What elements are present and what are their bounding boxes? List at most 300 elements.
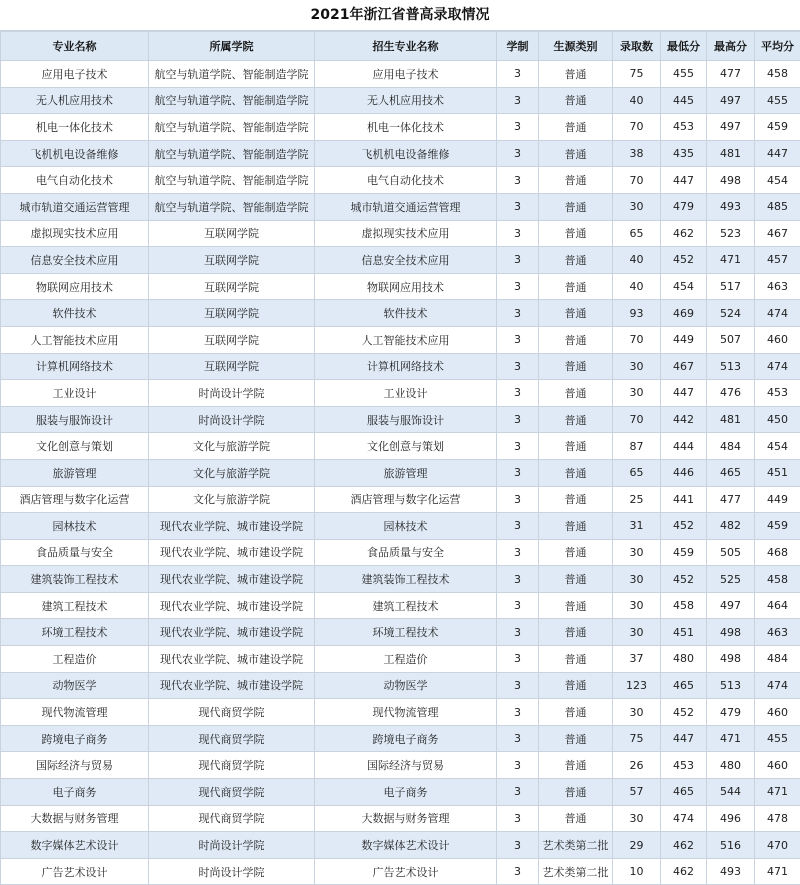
cell-min-score: 447 bbox=[661, 725, 707, 752]
cell-admit-count: 30 bbox=[613, 699, 661, 726]
cell-max-score: 513 bbox=[707, 672, 755, 699]
cell-source-type: 普通 bbox=[539, 725, 613, 752]
cell-enroll-major: 文化创意与策划 bbox=[315, 433, 497, 460]
header-source-type: 生源类别 bbox=[539, 32, 613, 61]
cell-major-name: 信息安全技术应用 bbox=[1, 247, 149, 274]
cell-avg-score: 463 bbox=[755, 273, 800, 300]
cell-source-type: 普通 bbox=[539, 220, 613, 247]
cell-major-name: 大数据与财务管理 bbox=[1, 805, 149, 832]
cell-avg-score: 455 bbox=[755, 725, 800, 752]
cell-max-score: 476 bbox=[707, 380, 755, 407]
cell-duration: 3 bbox=[497, 61, 539, 88]
cell-college: 文化与旅游学院 bbox=[149, 459, 315, 486]
cell-duration: 3 bbox=[497, 832, 539, 859]
cell-enroll-major: 电子商务 bbox=[315, 779, 497, 806]
table-row bbox=[1, 300, 800, 327]
cell-max-score: 465 bbox=[707, 459, 755, 486]
cell-duration: 3 bbox=[497, 353, 539, 380]
cell-enroll-major: 食品质量与安全 bbox=[315, 539, 497, 566]
table-row bbox=[1, 193, 800, 220]
cell-major-name: 机电一体化技术 bbox=[1, 114, 149, 141]
cell-avg-score: 460 bbox=[755, 752, 800, 779]
cell-major-name: 环境工程技术 bbox=[1, 619, 149, 646]
cell-source-type: 普通 bbox=[539, 566, 613, 593]
cell-college: 现代商贸学院 bbox=[149, 752, 315, 779]
cell-avg-score: 474 bbox=[755, 300, 800, 327]
cell-admit-count: 57 bbox=[613, 779, 661, 806]
cell-college: 现代商贸学院 bbox=[149, 779, 315, 806]
cell-min-score: 452 bbox=[661, 513, 707, 540]
cell-duration: 3 bbox=[497, 167, 539, 194]
cell-avg-score: 474 bbox=[755, 672, 800, 699]
cell-major-name: 工程造价 bbox=[1, 646, 149, 673]
cell-college: 现代农业学院、城市建设学院 bbox=[149, 646, 315, 673]
cell-duration: 3 bbox=[497, 725, 539, 752]
cell-source-type: 普通 bbox=[539, 486, 613, 513]
cell-major-name: 现代物流管理 bbox=[1, 699, 149, 726]
cell-duration: 3 bbox=[497, 566, 539, 593]
table-row bbox=[1, 513, 800, 540]
cell-college: 现代农业学院、城市建设学院 bbox=[149, 566, 315, 593]
cell-admit-count: 75 bbox=[613, 725, 661, 752]
cell-source-type: 普通 bbox=[539, 300, 613, 327]
cell-college: 互联网学院 bbox=[149, 300, 315, 327]
cell-admit-count: 30 bbox=[613, 805, 661, 832]
cell-source-type: 普通 bbox=[539, 513, 613, 540]
cell-duration: 3 bbox=[497, 193, 539, 220]
cell-min-score: 446 bbox=[661, 459, 707, 486]
cell-enroll-major: 环境工程技术 bbox=[315, 619, 497, 646]
cell-avg-score: 458 bbox=[755, 566, 800, 593]
cell-max-score: 507 bbox=[707, 326, 755, 353]
table-row bbox=[1, 459, 800, 486]
cell-min-score: 452 bbox=[661, 699, 707, 726]
cell-college: 航空与轨道学院、智能制造学院 bbox=[149, 167, 315, 194]
cell-admit-count: 65 bbox=[613, 459, 661, 486]
cell-admit-count: 26 bbox=[613, 752, 661, 779]
cell-major-name: 物联网应用技术 bbox=[1, 273, 149, 300]
cell-major-name: 旅游管理 bbox=[1, 459, 149, 486]
cell-admit-count: 30 bbox=[613, 619, 661, 646]
cell-max-score: 523 bbox=[707, 220, 755, 247]
cell-admit-count: 30 bbox=[613, 193, 661, 220]
cell-min-score: 469 bbox=[661, 300, 707, 327]
cell-college: 现代商贸学院 bbox=[149, 725, 315, 752]
header-enroll-major: 招生专业名称 bbox=[315, 32, 497, 61]
cell-admit-count: 30 bbox=[613, 566, 661, 593]
cell-source-type: 普通 bbox=[539, 353, 613, 380]
cell-max-score: 477 bbox=[707, 486, 755, 513]
header-duration: 学制 bbox=[497, 32, 539, 61]
table-row bbox=[1, 114, 800, 141]
header-admit-count: 录取数 bbox=[613, 32, 661, 61]
cell-admit-count: 87 bbox=[613, 433, 661, 460]
cell-source-type: 普通 bbox=[539, 140, 613, 167]
cell-enroll-major: 城市轨道交通运营管理 bbox=[315, 193, 497, 220]
cell-enroll-major: 动物医学 bbox=[315, 672, 497, 699]
cell-duration: 3 bbox=[497, 114, 539, 141]
cell-duration: 3 bbox=[497, 273, 539, 300]
cell-avg-score: 458 bbox=[755, 61, 800, 88]
cell-max-score: 481 bbox=[707, 406, 755, 433]
cell-min-score: 452 bbox=[661, 566, 707, 593]
cell-admit-count: 70 bbox=[613, 167, 661, 194]
cell-duration: 3 bbox=[497, 592, 539, 619]
table-row bbox=[1, 486, 800, 513]
cell-avg-score: 470 bbox=[755, 832, 800, 859]
cell-avg-score: 455 bbox=[755, 87, 800, 114]
cell-enroll-major: 广告艺术设计 bbox=[315, 858, 497, 885]
cell-major-name: 酒店管理与数字化运营 bbox=[1, 486, 149, 513]
cell-avg-score: 453 bbox=[755, 380, 800, 407]
cell-source-type: 普通 bbox=[539, 247, 613, 274]
cell-major-name: 国际经济与贸易 bbox=[1, 752, 149, 779]
header-avg-score: 平均分 bbox=[755, 32, 800, 61]
table-row bbox=[1, 273, 800, 300]
cell-major-name: 飞机机电设备维修 bbox=[1, 140, 149, 167]
cell-min-score: 449 bbox=[661, 326, 707, 353]
table-row bbox=[1, 167, 800, 194]
cell-enroll-major: 电气自动化技术 bbox=[315, 167, 497, 194]
cell-source-type: 普通 bbox=[539, 805, 613, 832]
cell-avg-score: 460 bbox=[755, 326, 800, 353]
cell-college: 航空与轨道学院、智能制造学院 bbox=[149, 61, 315, 88]
cell-max-score: 497 bbox=[707, 87, 755, 114]
table-row bbox=[1, 433, 800, 460]
cell-max-score: 544 bbox=[707, 779, 755, 806]
cell-admit-count: 70 bbox=[613, 114, 661, 141]
cell-min-score: 454 bbox=[661, 273, 707, 300]
cell-college: 现代农业学院、城市建设学院 bbox=[149, 672, 315, 699]
cell-enroll-major: 酒店管理与数字化运营 bbox=[315, 486, 497, 513]
table-row bbox=[1, 140, 800, 167]
cell-max-score: 498 bbox=[707, 167, 755, 194]
cell-college: 航空与轨道学院、智能制造学院 bbox=[149, 87, 315, 114]
header-major-name: 专业名称 bbox=[1, 32, 149, 61]
cell-min-score: 447 bbox=[661, 167, 707, 194]
table-row bbox=[1, 220, 800, 247]
cell-major-name: 广告艺术设计 bbox=[1, 858, 149, 885]
cell-min-score: 453 bbox=[661, 752, 707, 779]
table-row bbox=[1, 592, 800, 619]
cell-admit-count: 93 bbox=[613, 300, 661, 327]
cell-college: 航空与轨道学院、智能制造学院 bbox=[149, 140, 315, 167]
table-row bbox=[1, 725, 800, 752]
cell-max-score: 481 bbox=[707, 140, 755, 167]
table-row bbox=[1, 752, 800, 779]
cell-source-type: 艺术类第二批 bbox=[539, 832, 613, 859]
cell-max-score: 493 bbox=[707, 858, 755, 885]
cell-max-score: 496 bbox=[707, 805, 755, 832]
cell-enroll-major: 旅游管理 bbox=[315, 459, 497, 486]
cell-duration: 3 bbox=[497, 539, 539, 566]
cell-source-type: 普通 bbox=[539, 459, 613, 486]
cell-min-score: 480 bbox=[661, 646, 707, 673]
cell-college: 现代商贸学院 bbox=[149, 699, 315, 726]
cell-major-name: 文化创意与策划 bbox=[1, 433, 149, 460]
cell-duration: 3 bbox=[497, 486, 539, 513]
cell-admit-count: 30 bbox=[613, 353, 661, 380]
cell-source-type: 普通 bbox=[539, 619, 613, 646]
cell-college: 时尚设计学院 bbox=[149, 380, 315, 407]
cell-source-type: 普通 bbox=[539, 433, 613, 460]
cell-college: 互联网学院 bbox=[149, 326, 315, 353]
cell-enroll-major: 大数据与财务管理 bbox=[315, 805, 497, 832]
cell-major-name: 虚拟现实技术应用 bbox=[1, 220, 149, 247]
cell-min-score: 453 bbox=[661, 114, 707, 141]
cell-enroll-major: 信息安全技术应用 bbox=[315, 247, 497, 274]
cell-major-name: 应用电子技术 bbox=[1, 61, 149, 88]
cell-min-score: 465 bbox=[661, 672, 707, 699]
cell-duration: 3 bbox=[497, 779, 539, 806]
table-row bbox=[1, 326, 800, 353]
cell-min-score: 459 bbox=[661, 539, 707, 566]
cell-duration: 3 bbox=[497, 858, 539, 885]
cell-source-type: 普通 bbox=[539, 752, 613, 779]
cell-avg-score: 471 bbox=[755, 858, 800, 885]
cell-major-name: 城市轨道交通运营管理 bbox=[1, 193, 149, 220]
cell-avg-score: 463 bbox=[755, 619, 800, 646]
document-title: 2021年浙江省普高录取情况 bbox=[0, 0, 800, 31]
cell-duration: 3 bbox=[497, 406, 539, 433]
cell-min-score: 444 bbox=[661, 433, 707, 460]
cell-admit-count: 70 bbox=[613, 406, 661, 433]
cell-admit-count: 40 bbox=[613, 273, 661, 300]
cell-college: 文化与旅游学院 bbox=[149, 486, 315, 513]
cell-min-score: 462 bbox=[661, 858, 707, 885]
table-row bbox=[1, 832, 800, 859]
cell-max-score: 524 bbox=[707, 300, 755, 327]
cell-enroll-major: 机电一体化技术 bbox=[315, 114, 497, 141]
cell-duration: 3 bbox=[497, 140, 539, 167]
table-row bbox=[1, 380, 800, 407]
cell-duration: 3 bbox=[497, 433, 539, 460]
cell-max-score: 498 bbox=[707, 619, 755, 646]
cell-max-score: 497 bbox=[707, 114, 755, 141]
table-row bbox=[1, 406, 800, 433]
cell-avg-score: 467 bbox=[755, 220, 800, 247]
cell-admit-count: 10 bbox=[613, 858, 661, 885]
cell-duration: 3 bbox=[497, 752, 539, 779]
table-row bbox=[1, 566, 800, 593]
cell-max-score: 471 bbox=[707, 725, 755, 752]
cell-max-score: 493 bbox=[707, 193, 755, 220]
cell-admit-count: 40 bbox=[613, 247, 661, 274]
table-row bbox=[1, 247, 800, 274]
cell-enroll-major: 服装与服饰设计 bbox=[315, 406, 497, 433]
cell-source-type: 普通 bbox=[539, 699, 613, 726]
cell-source-type: 普通 bbox=[539, 193, 613, 220]
cell-source-type: 普通 bbox=[539, 167, 613, 194]
cell-source-type: 普通 bbox=[539, 672, 613, 699]
cell-enroll-major: 跨境电子商务 bbox=[315, 725, 497, 752]
cell-avg-score: 449 bbox=[755, 486, 800, 513]
cell-college: 文化与旅游学院 bbox=[149, 433, 315, 460]
cell-max-score: 479 bbox=[707, 699, 755, 726]
cell-duration: 3 bbox=[497, 326, 539, 353]
table-header-row bbox=[1, 32, 800, 61]
cell-college: 现代农业学院、城市建设学院 bbox=[149, 592, 315, 619]
cell-enroll-major: 工业设计 bbox=[315, 380, 497, 407]
cell-college: 时尚设计学院 bbox=[149, 406, 315, 433]
cell-enroll-major: 工程造价 bbox=[315, 646, 497, 673]
cell-avg-score: 450 bbox=[755, 406, 800, 433]
cell-admit-count: 40 bbox=[613, 87, 661, 114]
cell-source-type: 普通 bbox=[539, 380, 613, 407]
cell-source-type: 普通 bbox=[539, 779, 613, 806]
cell-max-score: 498 bbox=[707, 646, 755, 673]
cell-max-score: 525 bbox=[707, 566, 755, 593]
cell-min-score: 451 bbox=[661, 619, 707, 646]
cell-max-score: 471 bbox=[707, 247, 755, 274]
cell-min-score: 445 bbox=[661, 87, 707, 114]
cell-major-name: 园林技术 bbox=[1, 513, 149, 540]
cell-admit-count: 123 bbox=[613, 672, 661, 699]
cell-admit-count: 38 bbox=[613, 140, 661, 167]
header-max-score: 最高分 bbox=[707, 32, 755, 61]
cell-duration: 3 bbox=[497, 220, 539, 247]
cell-major-name: 电子商务 bbox=[1, 779, 149, 806]
cell-duration: 3 bbox=[497, 459, 539, 486]
cell-enroll-major: 计算机网络技术 bbox=[315, 353, 497, 380]
cell-major-name: 无人机应用技术 bbox=[1, 87, 149, 114]
cell-source-type: 普通 bbox=[539, 61, 613, 88]
cell-major-name: 动物医学 bbox=[1, 672, 149, 699]
cell-major-name: 跨境电子商务 bbox=[1, 725, 149, 752]
cell-avg-score: 447 bbox=[755, 140, 800, 167]
header-college: 所属学院 bbox=[149, 32, 315, 61]
cell-admit-count: 75 bbox=[613, 61, 661, 88]
cell-college: 时尚设计学院 bbox=[149, 858, 315, 885]
cell-major-name: 软件技术 bbox=[1, 300, 149, 327]
cell-enroll-major: 国际经济与贸易 bbox=[315, 752, 497, 779]
cell-min-score: 447 bbox=[661, 380, 707, 407]
cell-avg-score: 454 bbox=[755, 433, 800, 460]
table-row bbox=[1, 353, 800, 380]
cell-source-type: 艺术类第二批 bbox=[539, 858, 613, 885]
cell-major-name: 食品质量与安全 bbox=[1, 539, 149, 566]
cell-enroll-major: 建筑工程技术 bbox=[315, 592, 497, 619]
cell-avg-score: 471 bbox=[755, 779, 800, 806]
cell-min-score: 474 bbox=[661, 805, 707, 832]
cell-avg-score: 460 bbox=[755, 699, 800, 726]
table-row bbox=[1, 779, 800, 806]
cell-avg-score: 459 bbox=[755, 114, 800, 141]
cell-max-score: 477 bbox=[707, 61, 755, 88]
cell-admit-count: 30 bbox=[613, 539, 661, 566]
cell-enroll-major: 建筑装饰工程技术 bbox=[315, 566, 497, 593]
cell-min-score: 455 bbox=[661, 61, 707, 88]
cell-enroll-major: 虚拟现实技术应用 bbox=[315, 220, 497, 247]
cell-admit-count: 30 bbox=[613, 380, 661, 407]
cell-max-score: 513 bbox=[707, 353, 755, 380]
cell-major-name: 建筑装饰工程技术 bbox=[1, 566, 149, 593]
cell-enroll-major: 应用电子技术 bbox=[315, 61, 497, 88]
cell-major-name: 人工智能技术应用 bbox=[1, 326, 149, 353]
cell-duration: 3 bbox=[497, 672, 539, 699]
cell-min-score: 435 bbox=[661, 140, 707, 167]
cell-max-score: 516 bbox=[707, 832, 755, 859]
cell-duration: 3 bbox=[497, 805, 539, 832]
table-row bbox=[1, 61, 800, 88]
cell-major-name: 电气自动化技术 bbox=[1, 167, 149, 194]
cell-min-score: 467 bbox=[661, 353, 707, 380]
table-row bbox=[1, 539, 800, 566]
cell-duration: 3 bbox=[497, 646, 539, 673]
cell-admit-count: 31 bbox=[613, 513, 661, 540]
cell-college: 航空与轨道学院、智能制造学院 bbox=[149, 114, 315, 141]
cell-college: 航空与轨道学院、智能制造学院 bbox=[149, 193, 315, 220]
table-row bbox=[1, 646, 800, 673]
cell-enroll-major: 现代物流管理 bbox=[315, 699, 497, 726]
cell-max-score: 480 bbox=[707, 752, 755, 779]
cell-avg-score: 459 bbox=[755, 513, 800, 540]
cell-enroll-major: 软件技术 bbox=[315, 300, 497, 327]
cell-avg-score: 457 bbox=[755, 247, 800, 274]
cell-enroll-major: 飞机机电设备维修 bbox=[315, 140, 497, 167]
table-row bbox=[1, 858, 800, 885]
cell-max-score: 517 bbox=[707, 273, 755, 300]
cell-major-name: 建筑工程技术 bbox=[1, 592, 149, 619]
cell-avg-score: 451 bbox=[755, 459, 800, 486]
cell-college: 互联网学院 bbox=[149, 273, 315, 300]
cell-duration: 3 bbox=[497, 619, 539, 646]
cell-max-score: 497 bbox=[707, 592, 755, 619]
cell-max-score: 484 bbox=[707, 433, 755, 460]
cell-college: 互联网学院 bbox=[149, 220, 315, 247]
cell-max-score: 482 bbox=[707, 513, 755, 540]
cell-college: 现代农业学院、城市建设学院 bbox=[149, 539, 315, 566]
cell-min-score: 479 bbox=[661, 193, 707, 220]
cell-min-score: 462 bbox=[661, 832, 707, 859]
table-row bbox=[1, 672, 800, 699]
cell-major-name: 服装与服饰设计 bbox=[1, 406, 149, 433]
cell-source-type: 普通 bbox=[539, 406, 613, 433]
cell-avg-score: 484 bbox=[755, 646, 800, 673]
table-row bbox=[1, 805, 800, 832]
cell-duration: 3 bbox=[497, 380, 539, 407]
cell-college: 现代农业学院、城市建设学院 bbox=[149, 619, 315, 646]
cell-avg-score: 478 bbox=[755, 805, 800, 832]
cell-admit-count: 30 bbox=[613, 592, 661, 619]
cell-source-type: 普通 bbox=[539, 273, 613, 300]
cell-avg-score: 464 bbox=[755, 592, 800, 619]
cell-source-type: 普通 bbox=[539, 646, 613, 673]
cell-max-score: 505 bbox=[707, 539, 755, 566]
cell-min-score: 441 bbox=[661, 486, 707, 513]
cell-duration: 3 bbox=[497, 513, 539, 540]
cell-college: 现代农业学院、城市建设学院 bbox=[149, 513, 315, 540]
cell-min-score: 442 bbox=[661, 406, 707, 433]
cell-admit-count: 29 bbox=[613, 832, 661, 859]
cell-source-type: 普通 bbox=[539, 114, 613, 141]
cell-major-name: 数字媒体艺术设计 bbox=[1, 832, 149, 859]
table-row bbox=[1, 699, 800, 726]
table-row bbox=[1, 619, 800, 646]
cell-duration: 3 bbox=[497, 247, 539, 274]
table-row bbox=[1, 87, 800, 114]
cell-source-type: 普通 bbox=[539, 539, 613, 566]
cell-college: 互联网学院 bbox=[149, 247, 315, 274]
cell-admit-count: 25 bbox=[613, 486, 661, 513]
cell-avg-score: 485 bbox=[755, 193, 800, 220]
admission-table bbox=[0, 31, 800, 885]
cell-source-type: 普通 bbox=[539, 592, 613, 619]
cell-enroll-major: 无人机应用技术 bbox=[315, 87, 497, 114]
cell-duration: 3 bbox=[497, 699, 539, 726]
cell-min-score: 452 bbox=[661, 247, 707, 274]
header-min-score: 最低分 bbox=[661, 32, 707, 61]
